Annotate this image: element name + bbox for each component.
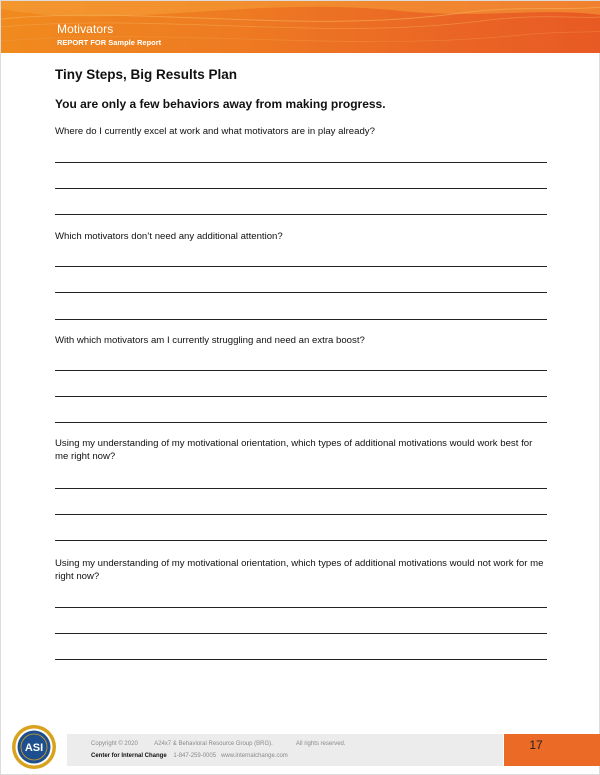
answer-line[interactable] — [55, 370, 547, 371]
answer-line[interactable] — [55, 188, 547, 189]
page-number-box — [504, 734, 600, 766]
answer-line[interactable] — [55, 633, 547, 634]
answer-line[interactable] — [55, 266, 547, 267]
answer-line[interactable] — [55, 607, 547, 608]
report-subtitle: REPORT FOR Sample Report — [57, 38, 162, 47]
question-1: Where do I currently excel at work and what motivators are in play already? — [55, 126, 375, 137]
footer-copyright: Copyright © 2020 A24x7 & Behavioral Resource Group (BRG). All rights reserved. — [91, 741, 346, 747]
answer-line[interactable] — [55, 396, 547, 397]
report-title: Motivators — [57, 22, 114, 36]
answer-line[interactable] — [55, 319, 547, 320]
answer-line[interactable] — [55, 514, 547, 515]
answer-line[interactable] — [55, 292, 547, 293]
footer-brand: Center for Internal Change 1-847-259-0005 www.internalchange.com — [91, 753, 288, 759]
svg-text:ASI: ASI — [24, 742, 44, 754]
answer-line[interactable] — [55, 488, 547, 489]
answer-line[interactable] — [55, 162, 547, 163]
asi-seal-logo — [11, 724, 57, 770]
question-4: Using my understanding of my motivational orientation, which types of additional motivations would work best for me right now? — [55, 438, 533, 462]
answer-line[interactable] — [55, 422, 547, 423]
footer-bar — [67, 734, 503, 766]
answer-line[interactable] — [55, 214, 547, 215]
question-2: Which motivators don’t need any additional attention? — [55, 231, 283, 242]
page-header — [1, 1, 600, 53]
answer-line[interactable] — [55, 540, 547, 541]
question-5: Using my understanding of my motivational orientation, which types of additional motivations would not work for me right now? — [55, 558, 544, 582]
question-3: With which motivators am I currently struggling and need an extra boost? — [55, 335, 365, 346]
answer-line[interactable] — [55, 659, 547, 660]
plan-subheading: You are only a few behaviors away from making progress. — [55, 97, 386, 111]
footer-website-link[interactable]: www.internalchange.com — [221, 753, 288, 759]
page-title: Tiny Steps, Big Results Plan — [55, 67, 238, 82]
page-number: 17 — [529, 738, 543, 752]
